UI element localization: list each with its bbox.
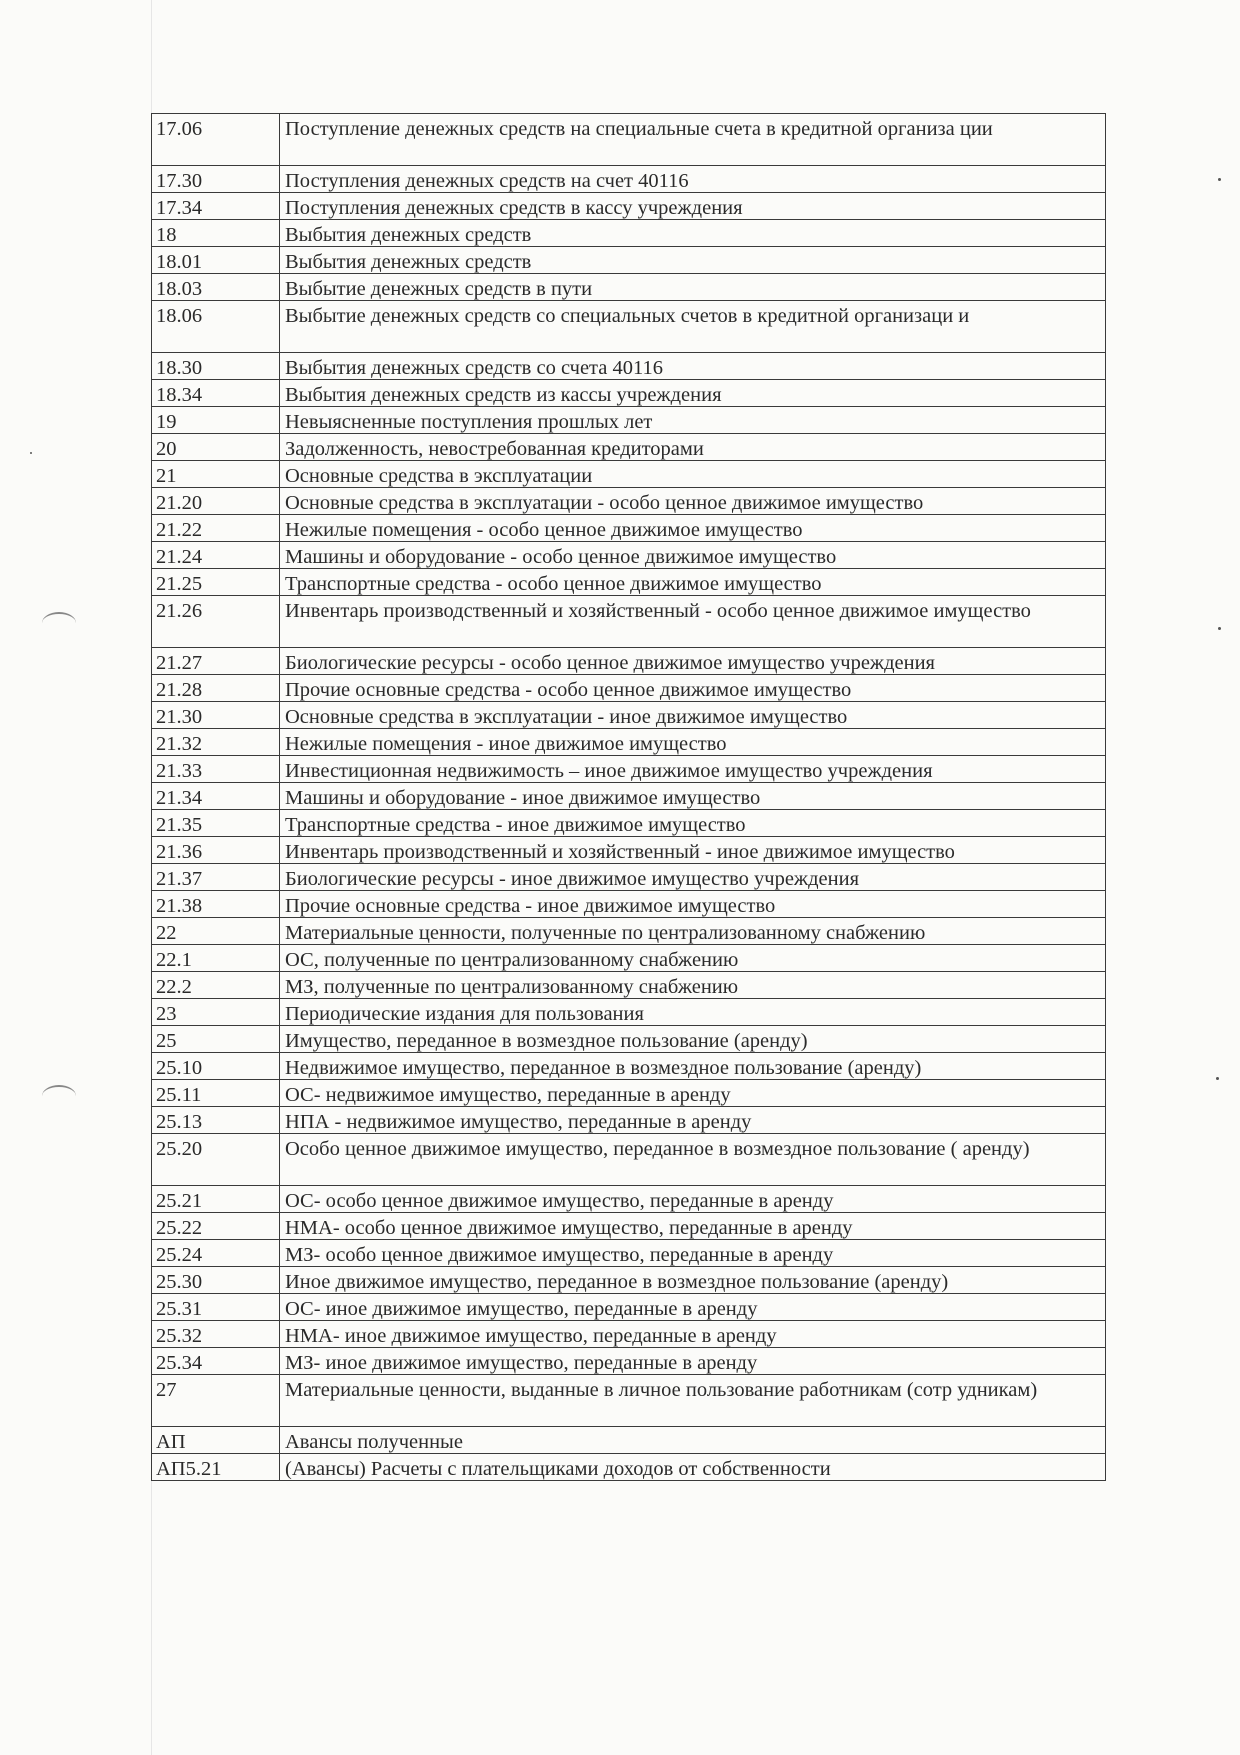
table-row xyxy=(152,1348,1106,1375)
account-name: НПА - недвижимое имущество, переданные в аренду xyxy=(285,1111,752,1133)
account-code-cell xyxy=(152,864,280,891)
account-name-cell xyxy=(280,729,1106,756)
account-name: Поступления денежных средств на счет 40116 xyxy=(285,170,689,192)
account-name: ОС- недвижимое имущество, переданные в аренду xyxy=(285,1084,731,1106)
account-name: Основные средства в эксплуатации xyxy=(285,465,593,487)
account-code-cell xyxy=(152,648,280,675)
account-name-cell xyxy=(280,702,1106,729)
account-code: АП xyxy=(156,1431,186,1453)
table-row xyxy=(152,891,1106,918)
table-row xyxy=(152,1267,1106,1294)
account-code-cell xyxy=(152,837,280,864)
account-name-cell xyxy=(280,515,1106,542)
accounts-table xyxy=(151,113,1106,1481)
table-row xyxy=(152,220,1106,247)
table-row xyxy=(152,918,1106,945)
account-name-cell xyxy=(280,301,1106,353)
account-code-cell xyxy=(152,1053,280,1080)
account-code: 25.34 xyxy=(156,1352,203,1374)
account-code-cell xyxy=(152,756,280,783)
account-name: Инвентарь производственный и хозяйственный - особо ценное движимое имущество xyxy=(285,600,1031,622)
account-code-cell xyxy=(152,1348,280,1375)
account-code: 25.10 xyxy=(156,1057,203,1079)
account-code-cell xyxy=(152,542,280,569)
account-name: Биологические ресурсы - особо ценное движимое имущество учреждения xyxy=(285,652,935,674)
account-name-cell xyxy=(280,1213,1106,1240)
account-name: МЗ- особо ценное движимое имущество, переданные в аренду xyxy=(285,1244,834,1266)
account-code-cell xyxy=(152,114,280,166)
table-row xyxy=(152,1213,1106,1240)
account-code: 25.13 xyxy=(156,1111,203,1133)
account-code: 22 xyxy=(156,922,177,944)
account-name: Поступления денежных средств в кассу учреждения xyxy=(285,197,743,219)
account-code: 25.21 xyxy=(156,1190,203,1212)
account-name-cell xyxy=(280,596,1106,648)
speck xyxy=(1216,1077,1219,1080)
account-code-cell xyxy=(152,729,280,756)
table-row xyxy=(152,247,1106,274)
account-code-cell xyxy=(152,1321,280,1348)
account-code: 18.30 xyxy=(156,357,203,379)
account-name: Иное движимое имущество, переданное в возмездное пользование (аренду) xyxy=(285,1271,949,1293)
account-name: ОС- особо ценное движимое имущество, переданные в аренду xyxy=(285,1190,834,1212)
account-code: 23 xyxy=(156,1003,177,1025)
account-code: 27 xyxy=(156,1379,177,1401)
account-name-cell xyxy=(280,220,1106,247)
account-name-cell xyxy=(280,380,1106,407)
account-code: 17.30 xyxy=(156,170,203,192)
account-name-cell xyxy=(280,999,1106,1026)
table-row xyxy=(152,380,1106,407)
account-name: Выбытия денежных средств со счета 40116 xyxy=(285,357,663,379)
account-name-cell xyxy=(280,864,1106,891)
account-code: 25.31 xyxy=(156,1298,203,1320)
account-name-cell xyxy=(280,1053,1106,1080)
account-code-cell xyxy=(152,1427,280,1454)
account-code-cell xyxy=(152,1107,280,1134)
account-name: Основные средства в эксплуатации - иное движимое имущество xyxy=(285,706,848,728)
account-code: 22.1 xyxy=(156,949,192,971)
speck xyxy=(1218,627,1221,630)
account-name-cell xyxy=(280,1427,1106,1454)
account-code: 21.24 xyxy=(156,546,203,568)
account-name: Нежилые помещения - иное движимое имущество xyxy=(285,733,727,755)
account-name-cell xyxy=(280,488,1106,515)
account-name-cell xyxy=(280,1186,1106,1213)
account-code: 21.32 xyxy=(156,733,203,755)
account-code: 22.2 xyxy=(156,976,192,998)
account-name-cell xyxy=(280,1026,1106,1053)
account-code: 20 xyxy=(156,438,177,460)
table-row xyxy=(152,702,1106,729)
account-code: 21.33 xyxy=(156,760,203,782)
account-code: 21.35 xyxy=(156,814,203,836)
account-name: Транспортные средства - иное движимое имущество xyxy=(285,814,746,836)
account-code: 18.01 xyxy=(156,251,203,273)
account-code: 21.37 xyxy=(156,868,203,890)
account-code: 21.38 xyxy=(156,895,203,917)
account-code-cell xyxy=(152,1080,280,1107)
account-code-cell xyxy=(152,166,280,193)
account-name-cell xyxy=(280,353,1106,380)
table-row xyxy=(152,1375,1106,1427)
account-code-cell xyxy=(152,702,280,729)
account-code-cell xyxy=(152,407,280,434)
account-code-cell xyxy=(152,461,280,488)
account-code-cell xyxy=(152,1186,280,1213)
account-name: Выбытие денежных средств в пути xyxy=(285,278,593,300)
account-name-cell xyxy=(280,891,1106,918)
account-name: Инвентарь производственный и хозяйственный - иное движимое имущество xyxy=(285,841,955,863)
table-row xyxy=(152,407,1106,434)
account-code-cell xyxy=(152,247,280,274)
account-code-cell xyxy=(152,434,280,461)
account-code: 21.34 xyxy=(156,787,203,809)
account-name: Выбытия денежных средств xyxy=(285,251,532,273)
account-code: 21 xyxy=(156,465,177,487)
account-name-cell xyxy=(280,1080,1106,1107)
table-row xyxy=(152,274,1106,301)
account-name: Недвижимое имущество, переданное в возмездное пользование (аренду) xyxy=(285,1057,922,1079)
account-name: Инвестиционная недвижимость – иное движимое имущество учреждения xyxy=(285,760,933,782)
table-row xyxy=(152,542,1106,569)
table-row xyxy=(152,301,1106,353)
account-code-cell xyxy=(152,675,280,702)
account-code-cell xyxy=(152,783,280,810)
account-name: Нежилые помещения - особо ценное движимое имущество xyxy=(285,519,803,541)
account-code: 25.32 xyxy=(156,1325,203,1347)
table-row xyxy=(152,864,1106,891)
table-row xyxy=(152,515,1106,542)
account-name-cell xyxy=(280,1267,1106,1294)
account-code: 21.30 xyxy=(156,706,203,728)
table-row xyxy=(152,193,1106,220)
table-row xyxy=(152,114,1106,166)
account-name: Периодические издания для пользования xyxy=(285,1003,644,1025)
account-name-cell xyxy=(280,114,1106,166)
account-name-cell xyxy=(280,1454,1106,1481)
account-name-cell xyxy=(280,756,1106,783)
account-code: 25.22 xyxy=(156,1217,203,1239)
account-name-cell xyxy=(280,274,1106,301)
table-row xyxy=(152,1427,1106,1454)
table-row xyxy=(152,1294,1106,1321)
table-row xyxy=(152,837,1106,864)
account-name-cell xyxy=(280,542,1106,569)
table-row xyxy=(152,1080,1106,1107)
table-row xyxy=(152,810,1106,837)
account-code: 19 xyxy=(156,411,177,433)
account-name: Прочие основные средства - иное движимое имущество xyxy=(285,895,776,917)
account-name-cell xyxy=(280,247,1106,274)
account-name-cell xyxy=(280,783,1106,810)
account-name-cell xyxy=(280,810,1106,837)
table-row xyxy=(152,1107,1106,1134)
account-code-cell xyxy=(152,945,280,972)
table-row xyxy=(152,999,1106,1026)
table-row xyxy=(152,488,1106,515)
table-row xyxy=(152,166,1106,193)
account-code-cell xyxy=(152,193,280,220)
account-code-cell xyxy=(152,1240,280,1267)
account-name: Выбытия денежных средств xyxy=(285,224,532,246)
account-name: Прочие основные средства - особо ценное движимое имущество xyxy=(285,679,852,701)
account-name: Особо ценное движимое имущество, переданное в возмездное пользование ( аренду) xyxy=(285,1138,1030,1160)
account-name: (Авансы) Расчеты с плательщиками доходов от собственности xyxy=(285,1458,831,1480)
account-code: 21.36 xyxy=(156,841,203,863)
account-code-cell xyxy=(152,999,280,1026)
table-row xyxy=(152,648,1106,675)
account-name-cell xyxy=(280,648,1106,675)
account-name: Выбытие денежных средств со специальных счетов в кредитной организаци и xyxy=(285,305,970,327)
account-code: 18 xyxy=(156,224,177,246)
account-code: 17.34 xyxy=(156,197,203,219)
account-code-cell xyxy=(152,569,280,596)
accounts-table-body xyxy=(152,114,1106,1481)
account-code-cell xyxy=(152,1267,280,1294)
account-code: 18.06 xyxy=(156,305,203,327)
account-name: Имущество, переданное в возмездное пользование (аренду) xyxy=(285,1030,808,1052)
table-row xyxy=(152,1026,1106,1053)
table-row xyxy=(152,756,1106,783)
account-name-cell xyxy=(280,837,1106,864)
account-name: Задолженность, невостребованная кредиторами xyxy=(285,438,704,460)
account-name-cell xyxy=(280,1107,1106,1134)
account-code: 25 xyxy=(156,1030,177,1052)
account-name-cell xyxy=(280,1240,1106,1267)
account-name: Выбытия денежных средств из кассы учреждения xyxy=(285,384,722,406)
account-code: 18.03 xyxy=(156,278,203,300)
account-code-cell xyxy=(152,810,280,837)
account-name-cell xyxy=(280,1321,1106,1348)
table-row xyxy=(152,434,1106,461)
account-name: ОС, полученные по централизованному снабжению xyxy=(285,949,739,971)
account-code-cell xyxy=(152,301,280,353)
account-name-cell xyxy=(280,918,1106,945)
account-name: НМА- иное движимое имущество, переданные в аренду xyxy=(285,1325,777,1347)
account-code: 21.22 xyxy=(156,519,203,541)
account-name: Машины и оборудование - иное движимое имущество xyxy=(285,787,761,809)
account-name: Биологические ресурсы - иное движимое имущество учреждения xyxy=(285,868,859,890)
account-name-cell xyxy=(280,569,1106,596)
table-row xyxy=(152,1134,1106,1186)
account-code: 21.25 xyxy=(156,573,203,595)
account-name: МЗ- иное движимое имущество, переданные в аренду xyxy=(285,1352,758,1374)
table-row xyxy=(152,729,1106,756)
account-code: АП5.21 xyxy=(156,1458,222,1480)
account-name: Авансы полученные xyxy=(285,1431,463,1453)
table-row xyxy=(152,1240,1106,1267)
table-row xyxy=(152,569,1106,596)
account-name: Поступление денежных средств на специальные счета в кредитной организа ции xyxy=(285,118,993,140)
account-name-cell xyxy=(280,461,1106,488)
account-name-cell xyxy=(280,434,1106,461)
account-code-cell xyxy=(152,1213,280,1240)
binder-hole-mark-lower xyxy=(42,1085,76,1107)
account-name: Материальные ценности, полученные по централизованному снабжению xyxy=(285,922,926,944)
account-code: 17.06 xyxy=(156,118,203,140)
account-name-cell xyxy=(280,675,1106,702)
speck xyxy=(1218,178,1221,181)
account-code-cell xyxy=(152,972,280,999)
account-name-cell xyxy=(280,1294,1106,1321)
binder-hole-mark-upper xyxy=(42,612,76,634)
account-code-cell xyxy=(152,1375,280,1427)
account-code-cell xyxy=(152,1026,280,1053)
account-code-cell xyxy=(152,918,280,945)
table-row xyxy=(152,783,1106,810)
account-code-cell xyxy=(152,1294,280,1321)
account-name: Материальные ценности, выданные в личное пользование работникам (сотр удникам) xyxy=(285,1379,1038,1401)
account-name-cell xyxy=(280,166,1106,193)
account-code: 21.27 xyxy=(156,652,203,674)
account-name-cell xyxy=(280,1375,1106,1427)
account-code: 21.20 xyxy=(156,492,203,514)
table-row xyxy=(152,1454,1106,1481)
table-row xyxy=(152,461,1106,488)
table-row xyxy=(152,1321,1106,1348)
table-row xyxy=(152,596,1106,648)
account-name-cell xyxy=(280,1134,1106,1186)
account-name: Машины и оборудование - особо ценное движимое имущество xyxy=(285,546,837,568)
account-name-cell xyxy=(280,945,1106,972)
account-name: Невыясненные поступления прошлых лет xyxy=(285,411,653,433)
account-code-cell xyxy=(152,1454,280,1481)
account-name: НМА- особо ценное движимое имущество, переданные в аренду xyxy=(285,1217,853,1239)
table-row xyxy=(152,945,1106,972)
account-code: 18.34 xyxy=(156,384,203,406)
account-code-cell xyxy=(152,488,280,515)
account-name: ОС- иное движимое имущество, переданные в аренду xyxy=(285,1298,758,1320)
speck xyxy=(30,452,32,454)
account-code: 25.11 xyxy=(156,1084,202,1106)
account-code-cell xyxy=(152,380,280,407)
account-code-cell xyxy=(152,274,280,301)
account-name: МЗ, полученные по централизованному снабжению xyxy=(285,976,739,998)
table-row xyxy=(152,675,1106,702)
table-row xyxy=(152,972,1106,999)
account-code-cell xyxy=(152,596,280,648)
account-code: 21.28 xyxy=(156,679,203,701)
account-code-cell xyxy=(152,891,280,918)
account-code: 21.26 xyxy=(156,600,203,622)
account-code-cell xyxy=(152,353,280,380)
account-name-cell xyxy=(280,193,1106,220)
account-name-cell xyxy=(280,972,1106,999)
account-code: 25.30 xyxy=(156,1271,203,1293)
account-code-cell xyxy=(152,1134,280,1186)
account-name: Основные средства в эксплуатации - особо ценное движимое имущество xyxy=(285,492,924,514)
account-name-cell xyxy=(280,1348,1106,1375)
account-code: 25.24 xyxy=(156,1244,203,1266)
table-row xyxy=(152,353,1106,380)
table-row xyxy=(152,1053,1106,1080)
account-code-cell xyxy=(152,515,280,542)
account-name-cell xyxy=(280,407,1106,434)
account-code: 25.20 xyxy=(156,1138,203,1160)
table-row xyxy=(152,1186,1106,1213)
account-name: Транспортные средства - особо ценное движимое имущество xyxy=(285,573,822,595)
account-code-cell xyxy=(152,220,280,247)
